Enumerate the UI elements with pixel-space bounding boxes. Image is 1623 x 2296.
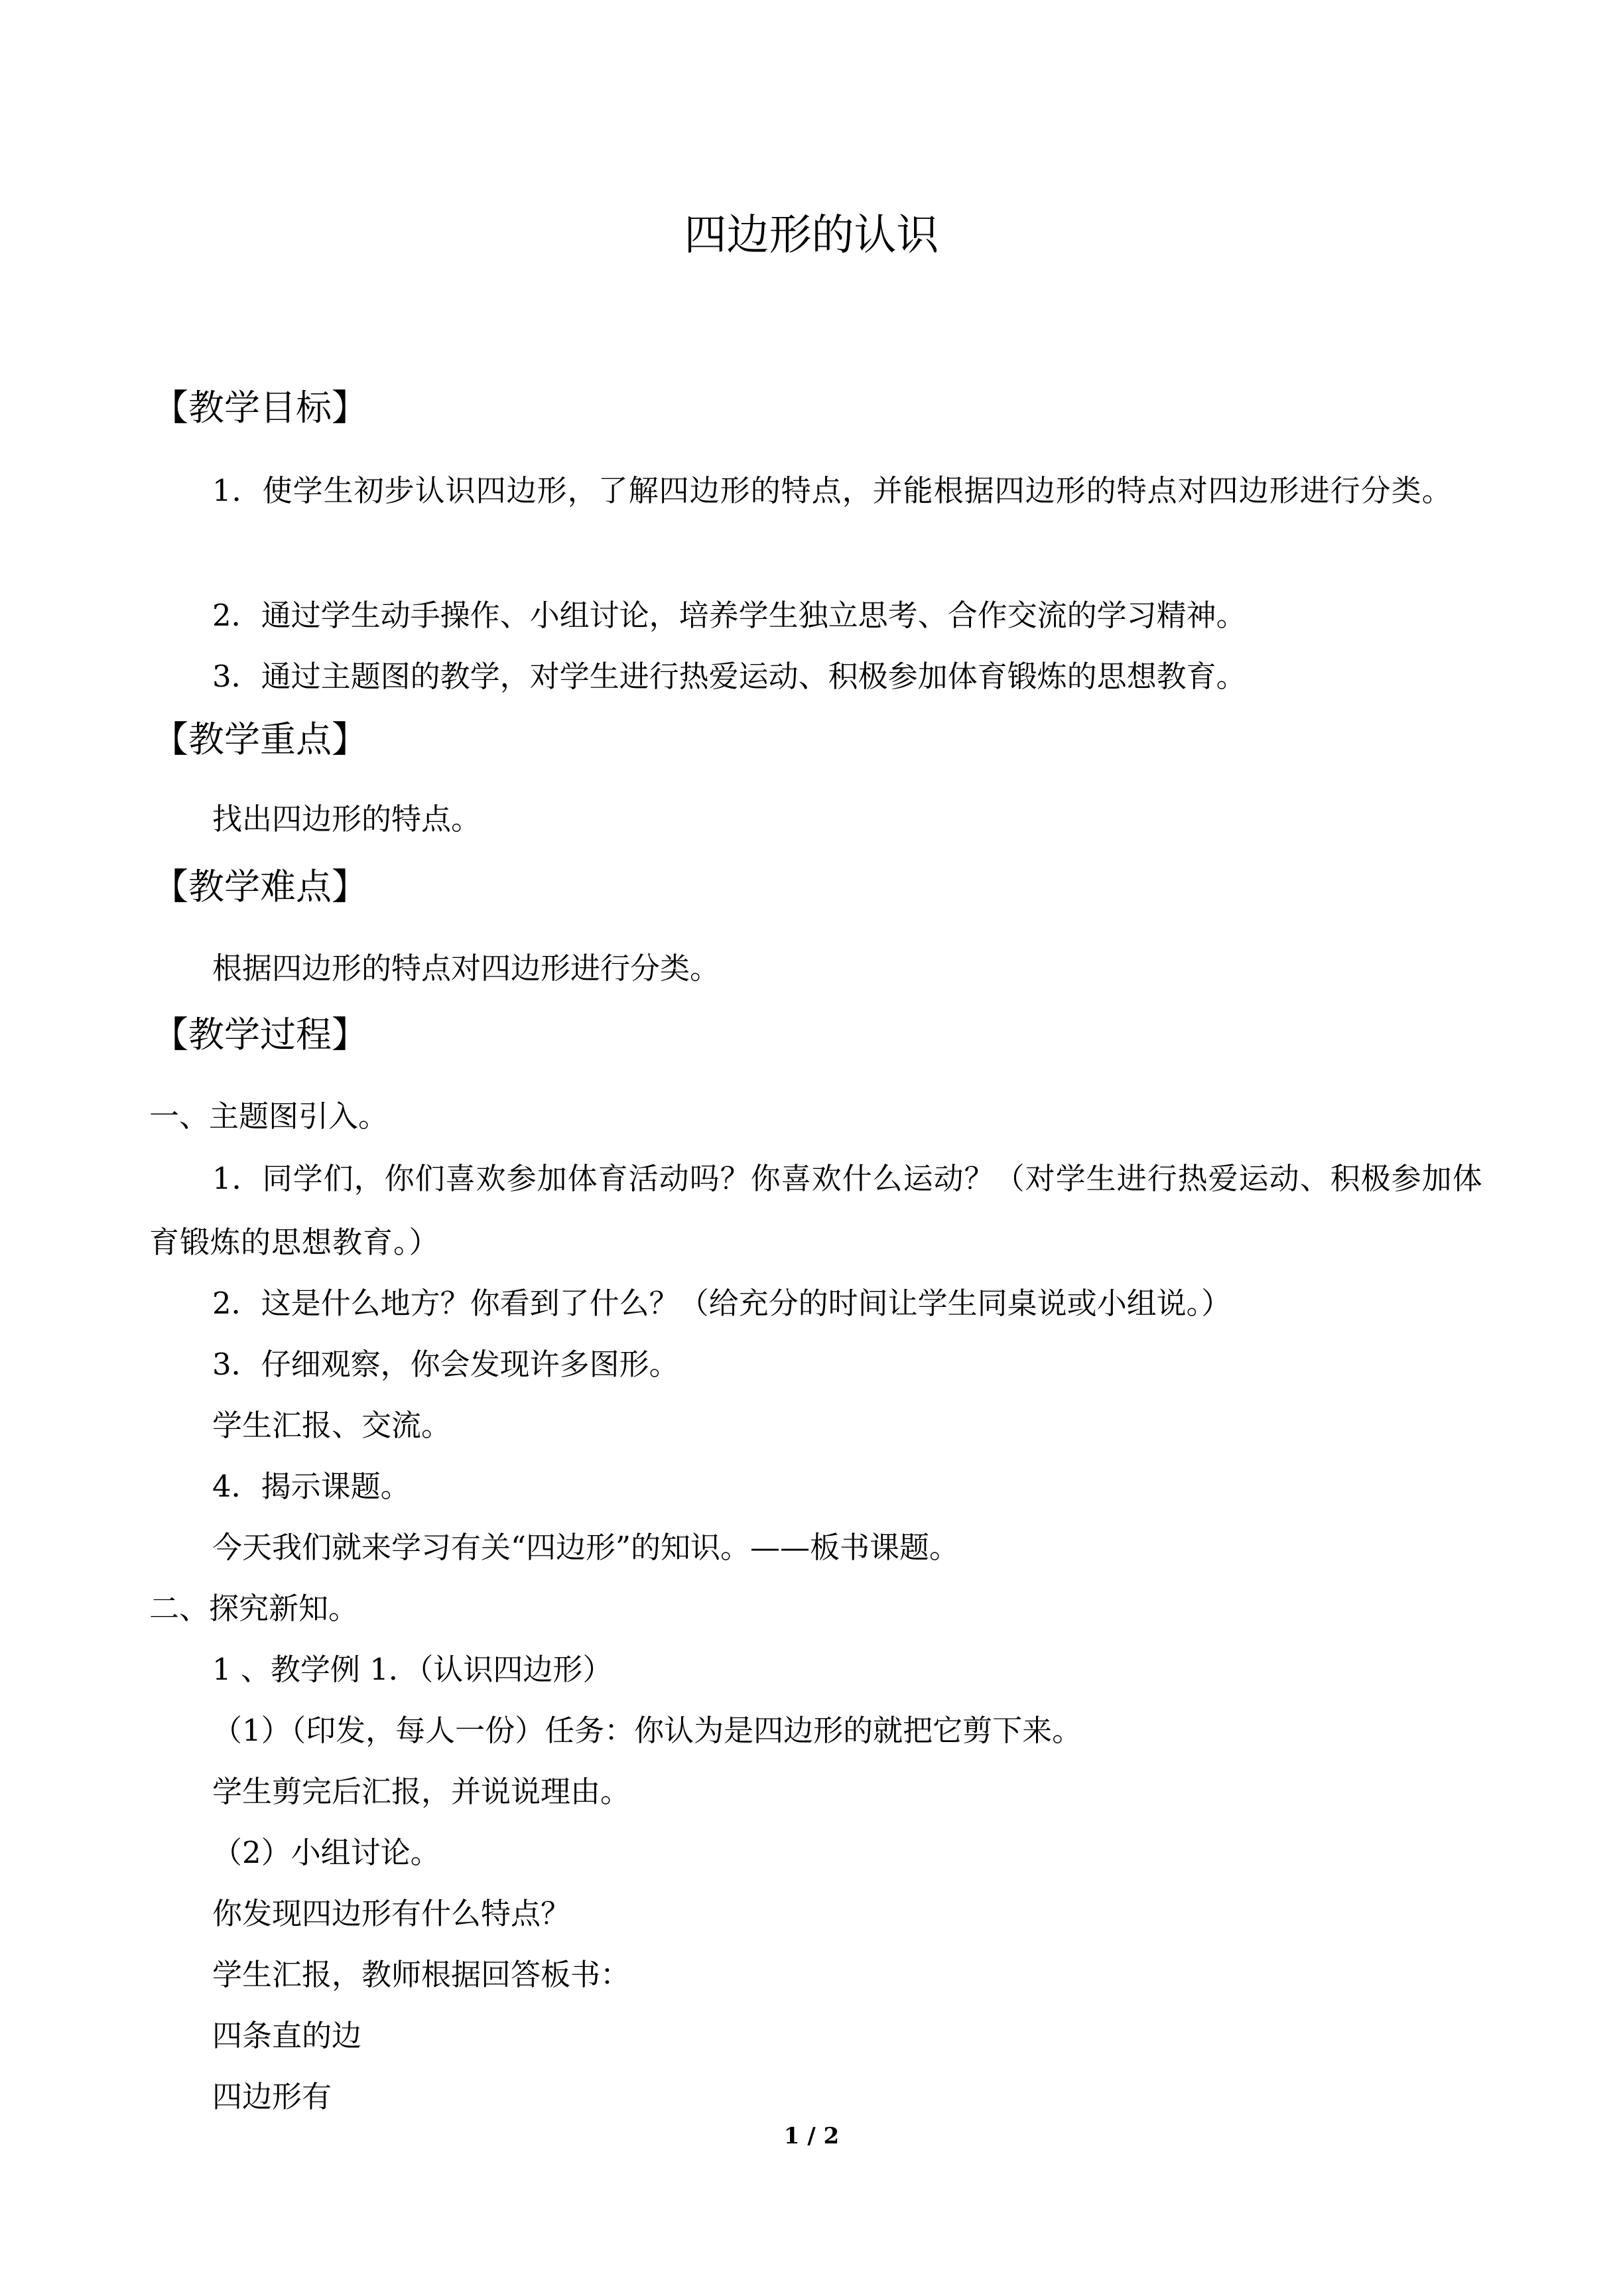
objective-item-3: 3．通过主题图的教学，对学生进行热爱运动、积极参加体育锻炼的思想教育。 bbox=[212, 659, 1246, 694]
heading-difficulty: 【教学难点】 bbox=[153, 866, 367, 908]
part2-item-4: （2）小组讨论。 bbox=[212, 1835, 440, 1870]
part2-item-2: （1）（印发，每人一份）任务：你认为是四边形的就把它剪下来。 bbox=[212, 1713, 1082, 1748]
part2-item-7: 四条直的边 bbox=[212, 2018, 362, 2053]
part1-item-4: 学生汇报、交流。 bbox=[212, 1408, 452, 1443]
heading-process: 【教学过程】 bbox=[153, 1014, 367, 1055]
part2-item-8: 四边形有 bbox=[212, 2079, 332, 2114]
difficulty-text: 根据四边形的特点对四边形进行分类。 bbox=[212, 951, 720, 986]
part2-title: 二、探究新知。 bbox=[149, 1591, 359, 1626]
key-point-text: 找出四边形的特点。 bbox=[212, 801, 482, 837]
objective-item-2: 2．通过学生动手操作、小组讨论，培养学生独立思考、合作交流的学习精神。 bbox=[212, 598, 1246, 633]
part2-item-6: 学生汇报，教师根据回答板书： bbox=[212, 1957, 631, 1992]
objective-item-1: 1．使学生初步认识四边形，了解四边形的特点，并能根据四边形的特点对四边形进行分类。 bbox=[212, 473, 1453, 508]
part2-item-5: 你发现四边形有什么特点？ bbox=[212, 1896, 571, 1931]
part2-item-3: 学生剪完后汇报，并说说理由。 bbox=[212, 1774, 631, 1809]
part1-item-3: 3．仔细观察，你会发现许多图形。 bbox=[212, 1347, 679, 1382]
part1-item-5: 4．揭示课题。 bbox=[212, 1469, 411, 1504]
part2-item-1: 1 、教学例 1．（认识四边形） bbox=[212, 1652, 613, 1687]
part1-item-6: 今天我们就来学习有关“四边形”的知识。——板书课题。 bbox=[212, 1530, 960, 1565]
part1-item-1: 1．同学们，你们喜欢参加体育活动吗？你喜欢什么运动？（对学生进行热爱运动、积极参加体育锻炼的思想教育。） bbox=[149, 1161, 1483, 1260]
part1-title: 一、主题图引入。 bbox=[149, 1099, 389, 1134]
part1-item-2: 2．这是什么地方？你看到了什么？（给充分的时间让学生同桌说或小组说。） bbox=[212, 1286, 1232, 1321]
heading-objectives: 【教学目标】 bbox=[153, 387, 367, 429]
heading-key-point: 【教学重点】 bbox=[153, 718, 367, 760]
page-number: 1 / 2 bbox=[783, 2123, 840, 2149]
document-title: 四边形的认识 bbox=[684, 211, 939, 260]
